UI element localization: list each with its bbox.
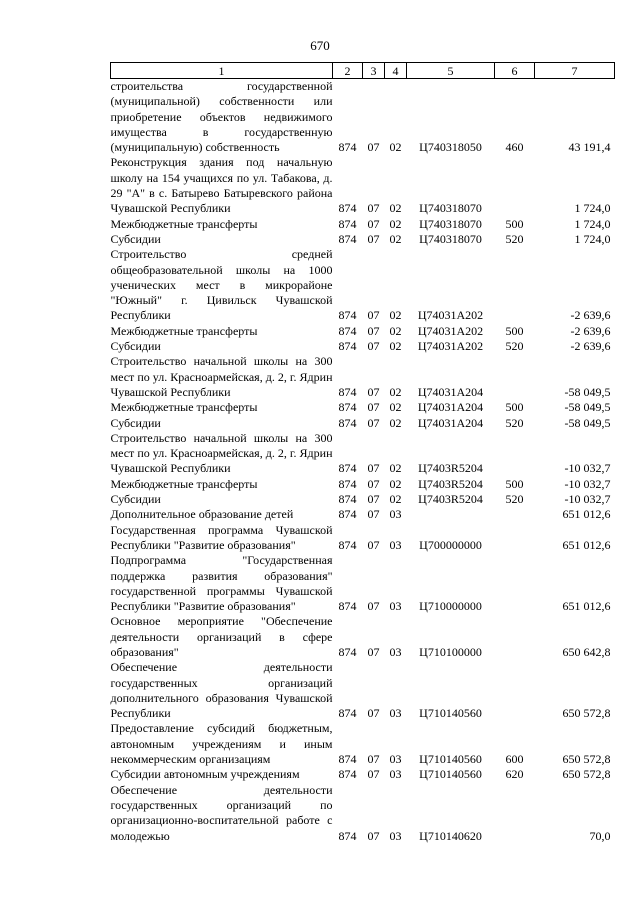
row-col-3: 07 (367, 644, 380, 659)
table-row (111, 614, 615, 660)
row-col-7: 1 724,0 (574, 216, 611, 231)
table-row (111, 492, 615, 507)
row-name: Субсидии (110, 231, 161, 246)
header-col-7: 7 (535, 63, 615, 79)
row-col-7: 650 572,8 (562, 752, 611, 767)
row-col-3: 07 (367, 140, 380, 155)
row-col-6: 500 (505, 476, 524, 491)
row-col-7: 650 642,8 (562, 644, 611, 659)
row-col-2: 874 (338, 308, 357, 323)
row-name: Обеспечение деятельности государственных организаций по организационно-воспитательной работе с молодежью (110, 782, 333, 843)
row-col-3: 07 (367, 216, 380, 231)
row-col-3: 07 (367, 323, 380, 338)
row-col-7: 651 012,6 (562, 599, 611, 614)
row-col-7: 1 724,0 (574, 231, 611, 246)
row-col-6 (495, 431, 535, 477)
row-col-5: Ц74031А204 (417, 400, 484, 415)
row-col-2: 874 (338, 339, 357, 354)
table-row (111, 79, 615, 156)
row-col-7: -58 049,5 (564, 400, 611, 415)
table-row (111, 324, 615, 339)
row-col-5: Ц710100000 (419, 644, 482, 659)
row-col-5: Ц710000000 (419, 599, 482, 614)
row-col-6 (495, 783, 535, 844)
row-col-3: 07 (367, 492, 380, 507)
row-col-5: Ц740318050 (419, 140, 482, 155)
row-col-2: 874 (338, 216, 357, 231)
table-body (111, 79, 615, 844)
row-col-2: 874 (338, 644, 357, 659)
header-col-5: 5 (407, 63, 495, 79)
row-col-5: Ц710140560 (419, 706, 482, 721)
row-col-3: 07 (367, 461, 380, 476)
row-col-7: -58 049,5 (564, 415, 611, 430)
table-row (111, 767, 615, 782)
row-col-6: 520 (505, 492, 524, 507)
row-col-4: 02 (389, 216, 402, 231)
row-name: строительства государственной (муниципальной) собственности или приобретение объектов недвижимого имущества в государственную (муниципальную) собственность (110, 79, 333, 155)
table-row (111, 477, 615, 492)
row-col-6 (495, 523, 535, 554)
row-col-2: 874 (338, 476, 357, 491)
row-col-5 (407, 507, 495, 522)
row-col-6: 500 (505, 400, 524, 415)
row-name: Межбюджетные трансферты (110, 400, 258, 415)
row-col-3: 07 (367, 507, 380, 522)
row-col-6 (495, 247, 535, 323)
row-col-3: 07 (367, 767, 380, 782)
row-col-4: 02 (389, 231, 402, 246)
row-col-4: 03 (389, 767, 402, 782)
row-col-5: Ц710140620 (419, 828, 482, 843)
row-col-5: Ц7403R5204 (418, 492, 483, 507)
row-col-7: 651 012,6 (562, 537, 611, 552)
row-col-6: 520 (505, 339, 524, 354)
row-col-4: 03 (389, 706, 402, 721)
header-col-1: 1 (111, 63, 333, 79)
page-number: 670 (310, 38, 330, 53)
row-col-4: 02 (389, 323, 402, 338)
row-name: Строительство начальной школы на 300 мест по ул. Красноармейская, д. 2, г. Ядрин Чувашской Республики (110, 354, 333, 399)
header-col-6: 6 (495, 63, 535, 79)
row-name: Строительство средней общеобразовательной школы на 1000 ученических мест в микрорайоне "Южный" г. Цивильск Чувашской Республики (110, 247, 333, 323)
row-col-6: 460 (505, 140, 524, 155)
row-col-4: 02 (389, 400, 402, 415)
table-row (111, 721, 615, 767)
row-name: Межбюджетные трансферты (110, 216, 258, 231)
row-col-4: 03 (389, 537, 402, 552)
budget-table (110, 62, 615, 844)
row-col-3: 07 (367, 599, 380, 614)
table-row (111, 232, 615, 247)
row-col-6: 520 (505, 231, 524, 246)
row-name: Межбюджетные трансферты (110, 476, 258, 491)
row-col-2: 874 (338, 323, 357, 338)
table-row (111, 155, 615, 216)
table-header (111, 63, 615, 79)
row-name: Субсидии (110, 415, 161, 430)
row-name: Субсидии (110, 339, 161, 354)
table-row (111, 507, 615, 522)
row-col-2: 874 (338, 384, 357, 399)
row-col-2: 874 (338, 599, 357, 614)
row-col-5: Ц740318070 (419, 201, 482, 216)
table-row (111, 354, 615, 400)
row-col-3: 07 (367, 201, 380, 216)
row-col-5: Ц74031А204 (417, 415, 484, 430)
row-col-4: 02 (389, 461, 402, 476)
row-col-3: 07 (367, 384, 380, 399)
row-col-4: 03 (389, 507, 402, 522)
table-row (111, 660, 615, 721)
row-col-6: 520 (505, 415, 524, 430)
row-col-2: 874 (338, 706, 357, 721)
row-col-6 (495, 660, 535, 721)
row-col-4: 02 (389, 140, 402, 155)
row-col-3: 07 (367, 537, 380, 552)
row-col-2: 874 (338, 752, 357, 767)
row-col-4: 03 (389, 599, 402, 614)
row-col-2: 874 (338, 828, 357, 843)
row-col-2: 874 (338, 201, 357, 216)
row-name: Дополнительное образование детей (110, 507, 294, 522)
table-row (111, 416, 615, 431)
row-col-7: -2 639,6 (570, 323, 611, 338)
row-col-5: Ц74031А204 (417, 384, 484, 399)
row-col-4: 02 (389, 201, 402, 216)
row-col-5: Ц7403R5204 (418, 476, 483, 491)
row-col-7: -10 032,7 (564, 461, 611, 476)
row-col-2: 874 (338, 415, 357, 430)
row-col-2: 874 (338, 400, 357, 415)
table-row (111, 553, 615, 614)
row-name: Предоставление субсидий бюджетным, автономным учреждениям и иным некоммерческим организациям (110, 721, 333, 767)
row-col-6: 600 (505, 752, 524, 767)
row-col-4: 02 (389, 476, 402, 491)
row-col-6 (495, 507, 535, 522)
header-col-3: 3 (363, 63, 385, 79)
row-col-2: 874 (338, 140, 357, 155)
row-col-7: 70,0 (589, 828, 611, 843)
row-name: Межбюджетные трансферты (110, 323, 258, 338)
row-col-3: 07 (367, 231, 380, 246)
row-col-5: Ц74031А202 (417, 308, 484, 323)
row-col-7: 650 572,8 (562, 706, 611, 721)
row-col-4: 03 (389, 752, 402, 767)
header-row (111, 63, 615, 79)
row-col-5: Ц710140560 (419, 752, 482, 767)
row-col-6 (495, 614, 535, 660)
header-col-4: 4 (385, 63, 407, 79)
row-col-7: 650 572,8 (562, 767, 611, 782)
row-col-4: 02 (389, 415, 402, 430)
row-col-7: -2 639,6 (570, 308, 611, 323)
row-col-3: 07 (367, 415, 380, 430)
row-col-2: 874 (338, 507, 357, 522)
row-col-7: -2 639,6 (570, 339, 611, 354)
row-col-5: Ц710140560 (419, 767, 482, 782)
row-col-2: 874 (338, 461, 357, 476)
row-col-2: 874 (338, 537, 357, 552)
table-row (111, 217, 615, 232)
table-row (111, 431, 615, 477)
row-col-2: 874 (338, 231, 357, 246)
row-col-7: -10 032,7 (564, 492, 611, 507)
row-col-2: 874 (338, 767, 357, 782)
row-col-5: Ц740318070 (419, 231, 482, 246)
row-name: Реконструкция здания под начальную школу на 154 учащихся по ул. Табакова, д. 29 "А" в с. Батырево Батыревского района Чувашской Республики (110, 155, 333, 216)
row-col-5: Ц740318070 (419, 216, 482, 231)
row-name: Субсидии автономным учреждениям (110, 767, 300, 782)
row-col-5: Ц74031А202 (417, 339, 484, 354)
header-col-2: 2 (333, 63, 363, 79)
row-name: Обеспечение деятельности государственных организаций дополнительного образования Чувашской Республики (110, 660, 333, 721)
row-col-7: 43 191,4 (568, 140, 611, 155)
row-col-4: 02 (389, 384, 402, 399)
row-col-2: 874 (338, 492, 357, 507)
row-col-6 (495, 553, 535, 614)
row-col-7: -58 049,5 (564, 384, 611, 399)
row-col-3: 07 (367, 828, 380, 843)
row-col-3: 07 (367, 400, 380, 415)
row-col-7: 1 724,0 (574, 201, 611, 216)
row-col-3: 07 (367, 752, 380, 767)
row-name: Основное мероприятие "Обеспечение деятельности организаций в сфере образования" (110, 614, 333, 659)
row-col-4: 02 (389, 339, 402, 354)
row-col-3: 07 (367, 339, 380, 354)
row-col-4: 03 (389, 828, 402, 843)
row-col-6 (495, 155, 535, 216)
row-col-5: Ц74031А202 (417, 323, 484, 338)
row-name: Субсидии (110, 492, 161, 507)
row-col-3: 07 (367, 476, 380, 491)
table-row (111, 783, 615, 844)
row-col-4: 03 (389, 644, 402, 659)
row-name: Строительство начальной школы на 300 мест по ул. Красноармейская, д. 2, г. Ядрин Чувашской Республики (110, 430, 333, 476)
table-row (111, 400, 615, 415)
row-col-6: 500 (505, 323, 524, 338)
row-name: Подпрограмма "Государственная поддержка развития образования" государственной программы Чувашской Республики "Развитие образования" (110, 553, 333, 614)
row-col-4: 02 (389, 492, 402, 507)
row-col-6 (495, 354, 535, 400)
row-col-5: Ц7403R5204 (418, 461, 483, 476)
table-row (111, 523, 615, 554)
row-name: Государственная программа Чувашской Республики "Развитие образования" (110, 522, 333, 552)
row-col-7: 651 012,6 (562, 507, 611, 522)
row-col-7: -10 032,7 (564, 476, 611, 491)
row-col-5: Ц700000000 (419, 537, 482, 552)
row-col-3: 07 (367, 706, 380, 721)
table-row (111, 339, 615, 354)
row-col-4: 02 (389, 308, 402, 323)
row-col-6: 620 (505, 767, 524, 782)
row-col-3: 07 (367, 308, 380, 323)
table-row (111, 247, 615, 323)
row-col-6: 500 (505, 216, 524, 231)
